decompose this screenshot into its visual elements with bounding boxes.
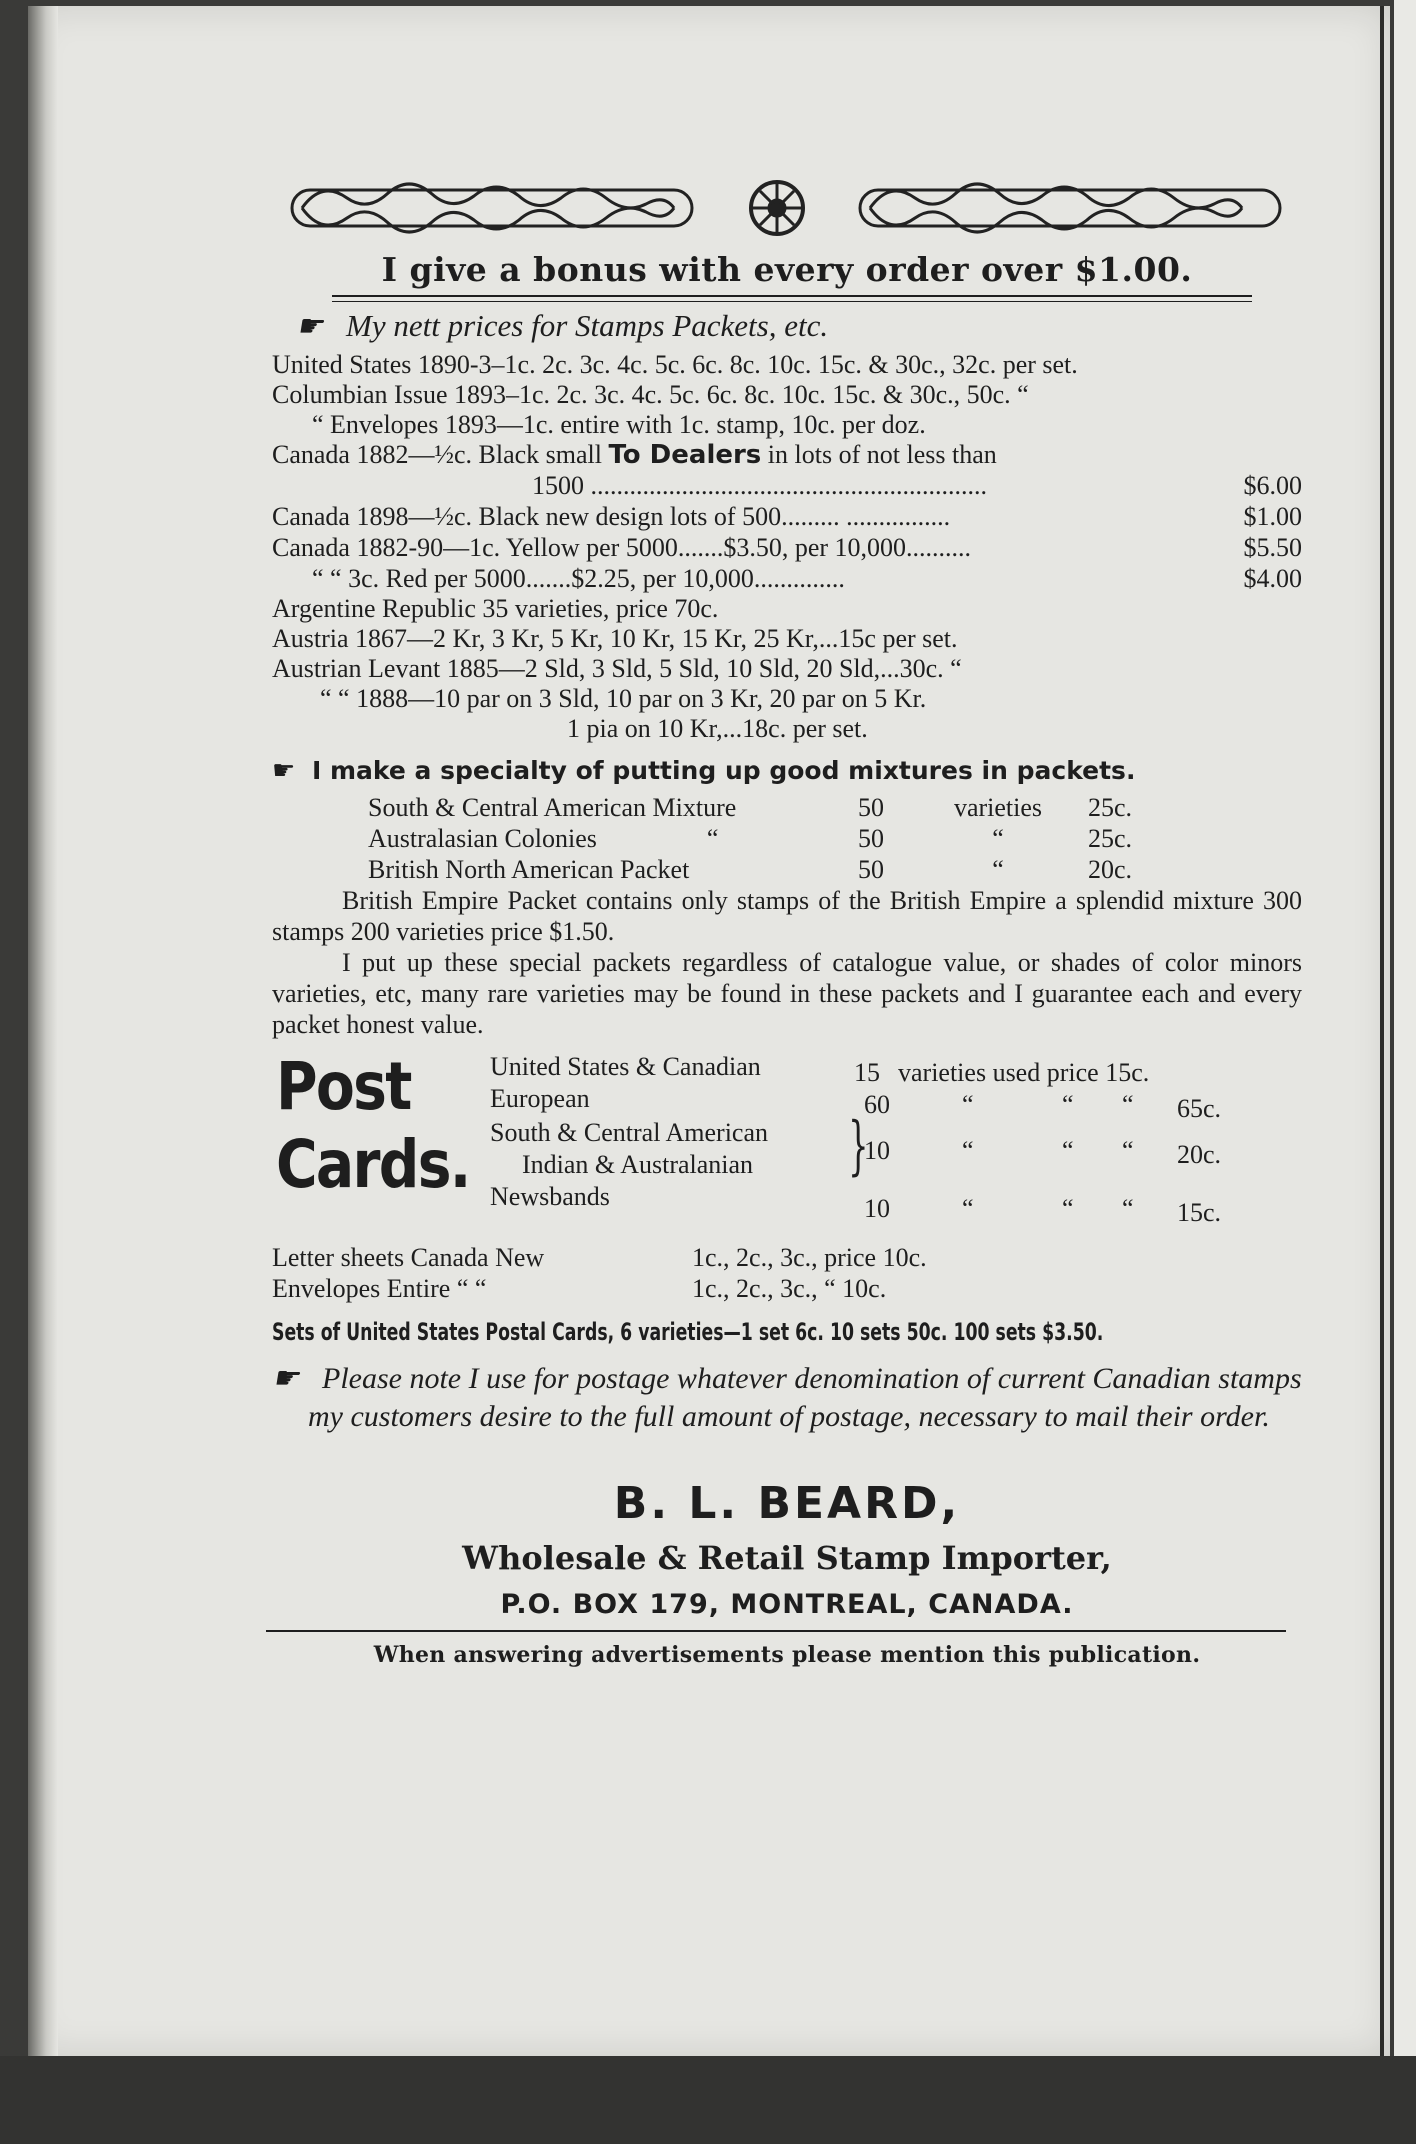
price-line: Canada 1898—½c. Black new design lots of 500......... ................ $1.00 bbox=[272, 502, 1302, 531]
price-line: Canada 1882-90—1c. Yellow per 5000.......$3.50, per 10,000.......... $5.50 bbox=[272, 533, 1302, 562]
price-line: “ “ 3c. Red per 5000.......$2.25, per 10,000.............. $4.00 bbox=[312, 564, 1302, 593]
british-empire-paragraph: British Empire Packet contains only stamps of the British Empire a splendid mixture 300 stamps 200 varieties price $1.50. bbox=[272, 886, 1302, 946]
divider bbox=[266, 1630, 1286, 1632]
divider bbox=[332, 301, 1252, 302]
ornament-icon bbox=[272, 172, 1302, 244]
post-card-row: Indian & Australanian bbox=[522, 1150, 754, 1179]
postage-note: ☛ Please note I use for postage whatever denomination of current Canadian stamps my customers desire to the full amount of postage, necessary to mail their order. bbox=[272, 1362, 1302, 1433]
mixture-list bbox=[272, 792, 1302, 885]
post-cards-title: Post bbox=[276, 1048, 411, 1125]
post-card-row: South & Central American bbox=[490, 1118, 769, 1147]
price-line: Argentine Republic 35 varieties, price 70c. bbox=[272, 594, 719, 623]
seller-address: P.O. BOX 179, MONTREAL, CANADA. bbox=[500, 1589, 1074, 1620]
post-card-row: Newsbands bbox=[490, 1182, 610, 1211]
post-card-row: European bbox=[490, 1084, 590, 1113]
post-card-row: United States & Canadian bbox=[490, 1052, 761, 1081]
post-card-count: 15 bbox=[854, 1058, 880, 1087]
post-card-price: 15c. bbox=[1177, 1198, 1222, 1227]
pointing-hand-icon: ☛ bbox=[296, 310, 323, 343]
price-line: United States 1890-3–1c. 2c. 3c. 4c. 5c. 6c. 8c. 10c. 15c. & 30c., 32c. per set. bbox=[272, 350, 1078, 379]
advertisement bbox=[272, 172, 1302, 1668]
adjacent-page-edge bbox=[1394, 0, 1416, 2060]
nett-prices-heading: ☛ My nett prices for Stamps Packets, etc. bbox=[296, 308, 829, 343]
special-packets-paragraph: I put up these special packets regardless of catalogue value, or shades of color minors varieties, etc, many rare varieties may be found in these packets and I guarantee each and every packet honest value. bbox=[272, 948, 1302, 1039]
post-card-price: 20c. bbox=[1177, 1140, 1222, 1169]
post-card-count: 10 bbox=[864, 1194, 890, 1223]
pointing-hand-icon: ☛ bbox=[272, 1362, 299, 1395]
post-card-price: 65c. bbox=[1177, 1094, 1222, 1123]
list-item: Envelopes Entire “ “ 1c., 2c., 3c., “ 10c. bbox=[272, 1274, 887, 1303]
price-line: “ Envelopes 1893—1c. entire with 1c. stamp, 10c. per doz. bbox=[312, 410, 926, 439]
price-list bbox=[272, 350, 1302, 744]
list-item: British North American Packet 50 “ 20c. bbox=[368, 855, 1133, 884]
document-page bbox=[28, 6, 1390, 2056]
post-card-text: varieties used price 15c. bbox=[898, 1058, 1150, 1087]
seller-name: B. L. BEARD, bbox=[613, 1478, 961, 1529]
price-line: Austria 1867—2 Kr, 3 Kr, 5 Kr, 10 Kr, 15 Kr, 25 Kr,...15c per set. bbox=[272, 624, 958, 653]
canada-1882-qty-line: 1500 ............................................................. $6.00 bbox=[532, 471, 1302, 500]
bonus-heading: I give a bonus with every order over $1.00. bbox=[381, 250, 1193, 289]
list-item: Letter sheets Canada New 1c., 2c., 3c., price 10c. bbox=[272, 1243, 927, 1272]
post-card-count: 60 bbox=[864, 1090, 890, 1119]
canada-1882-line: Canada 1882—½c. Black small To Dealers in lots of not less than bbox=[272, 440, 997, 470]
specialty-heading: ☛ I make a specialty of putting up good mixtures in packets. bbox=[272, 756, 1136, 786]
price-line: “ “ 1888—10 par on 3 Sld, 10 par on 3 Kr, 20 par on 5 Kr. bbox=[320, 684, 927, 713]
post-cards-title: Cards. bbox=[276, 1126, 470, 1203]
page-fold-line bbox=[1380, 6, 1384, 2056]
letter-sheets bbox=[272, 1242, 1302, 1304]
page-binding-edge bbox=[28, 6, 58, 2056]
list-item: Australasian Colonies “ 50 “ 25c. bbox=[368, 824, 1133, 853]
pointing-hand-icon: ☛ bbox=[272, 756, 296, 786]
postal-cards-line: Sets of United States Postal Cards, 6 varieties—1 set 6c. 10 sets 50c. 100 sets $3.50. bbox=[272, 1318, 1104, 1346]
scan-background bbox=[0, 2056, 1416, 2144]
divider bbox=[332, 295, 1252, 297]
post-card-count: 10 bbox=[864, 1136, 890, 1165]
list-item: South & Central American Mixture 50 varieties 25c. bbox=[368, 793, 1133, 822]
price-line: 1 pia on 10 Kr,...18c. per set. bbox=[567, 714, 868, 743]
price-line: Austrian Levant 1885—2 Sld, 3 Sld, 5 Sld, 10 Sld, 20 Sld,...30c. “ bbox=[272, 654, 962, 683]
seller-title: Wholesale & Retail Stamp Importer, bbox=[462, 1539, 1112, 1577]
brace-icon: } bbox=[848, 1109, 869, 1183]
footer-notice: When answering advertisements please mention this publication. bbox=[373, 1642, 1201, 1668]
price-line: Columbian Issue 1893–1c. 2c. 3c. 4c. 5c. 6c. 8c. 10c. 15c. & 30c., 50c. “ bbox=[272, 380, 1029, 409]
post-cards-section: Post Cards. United States & Canadian 15 varieties used price 15c. European 60 “ “ “ 65c. South & Central American } Indian & Australanian 10 “ “ “ 20c. Newsbands 10 “ “ “ 15c. bbox=[276, 1048, 1222, 1227]
